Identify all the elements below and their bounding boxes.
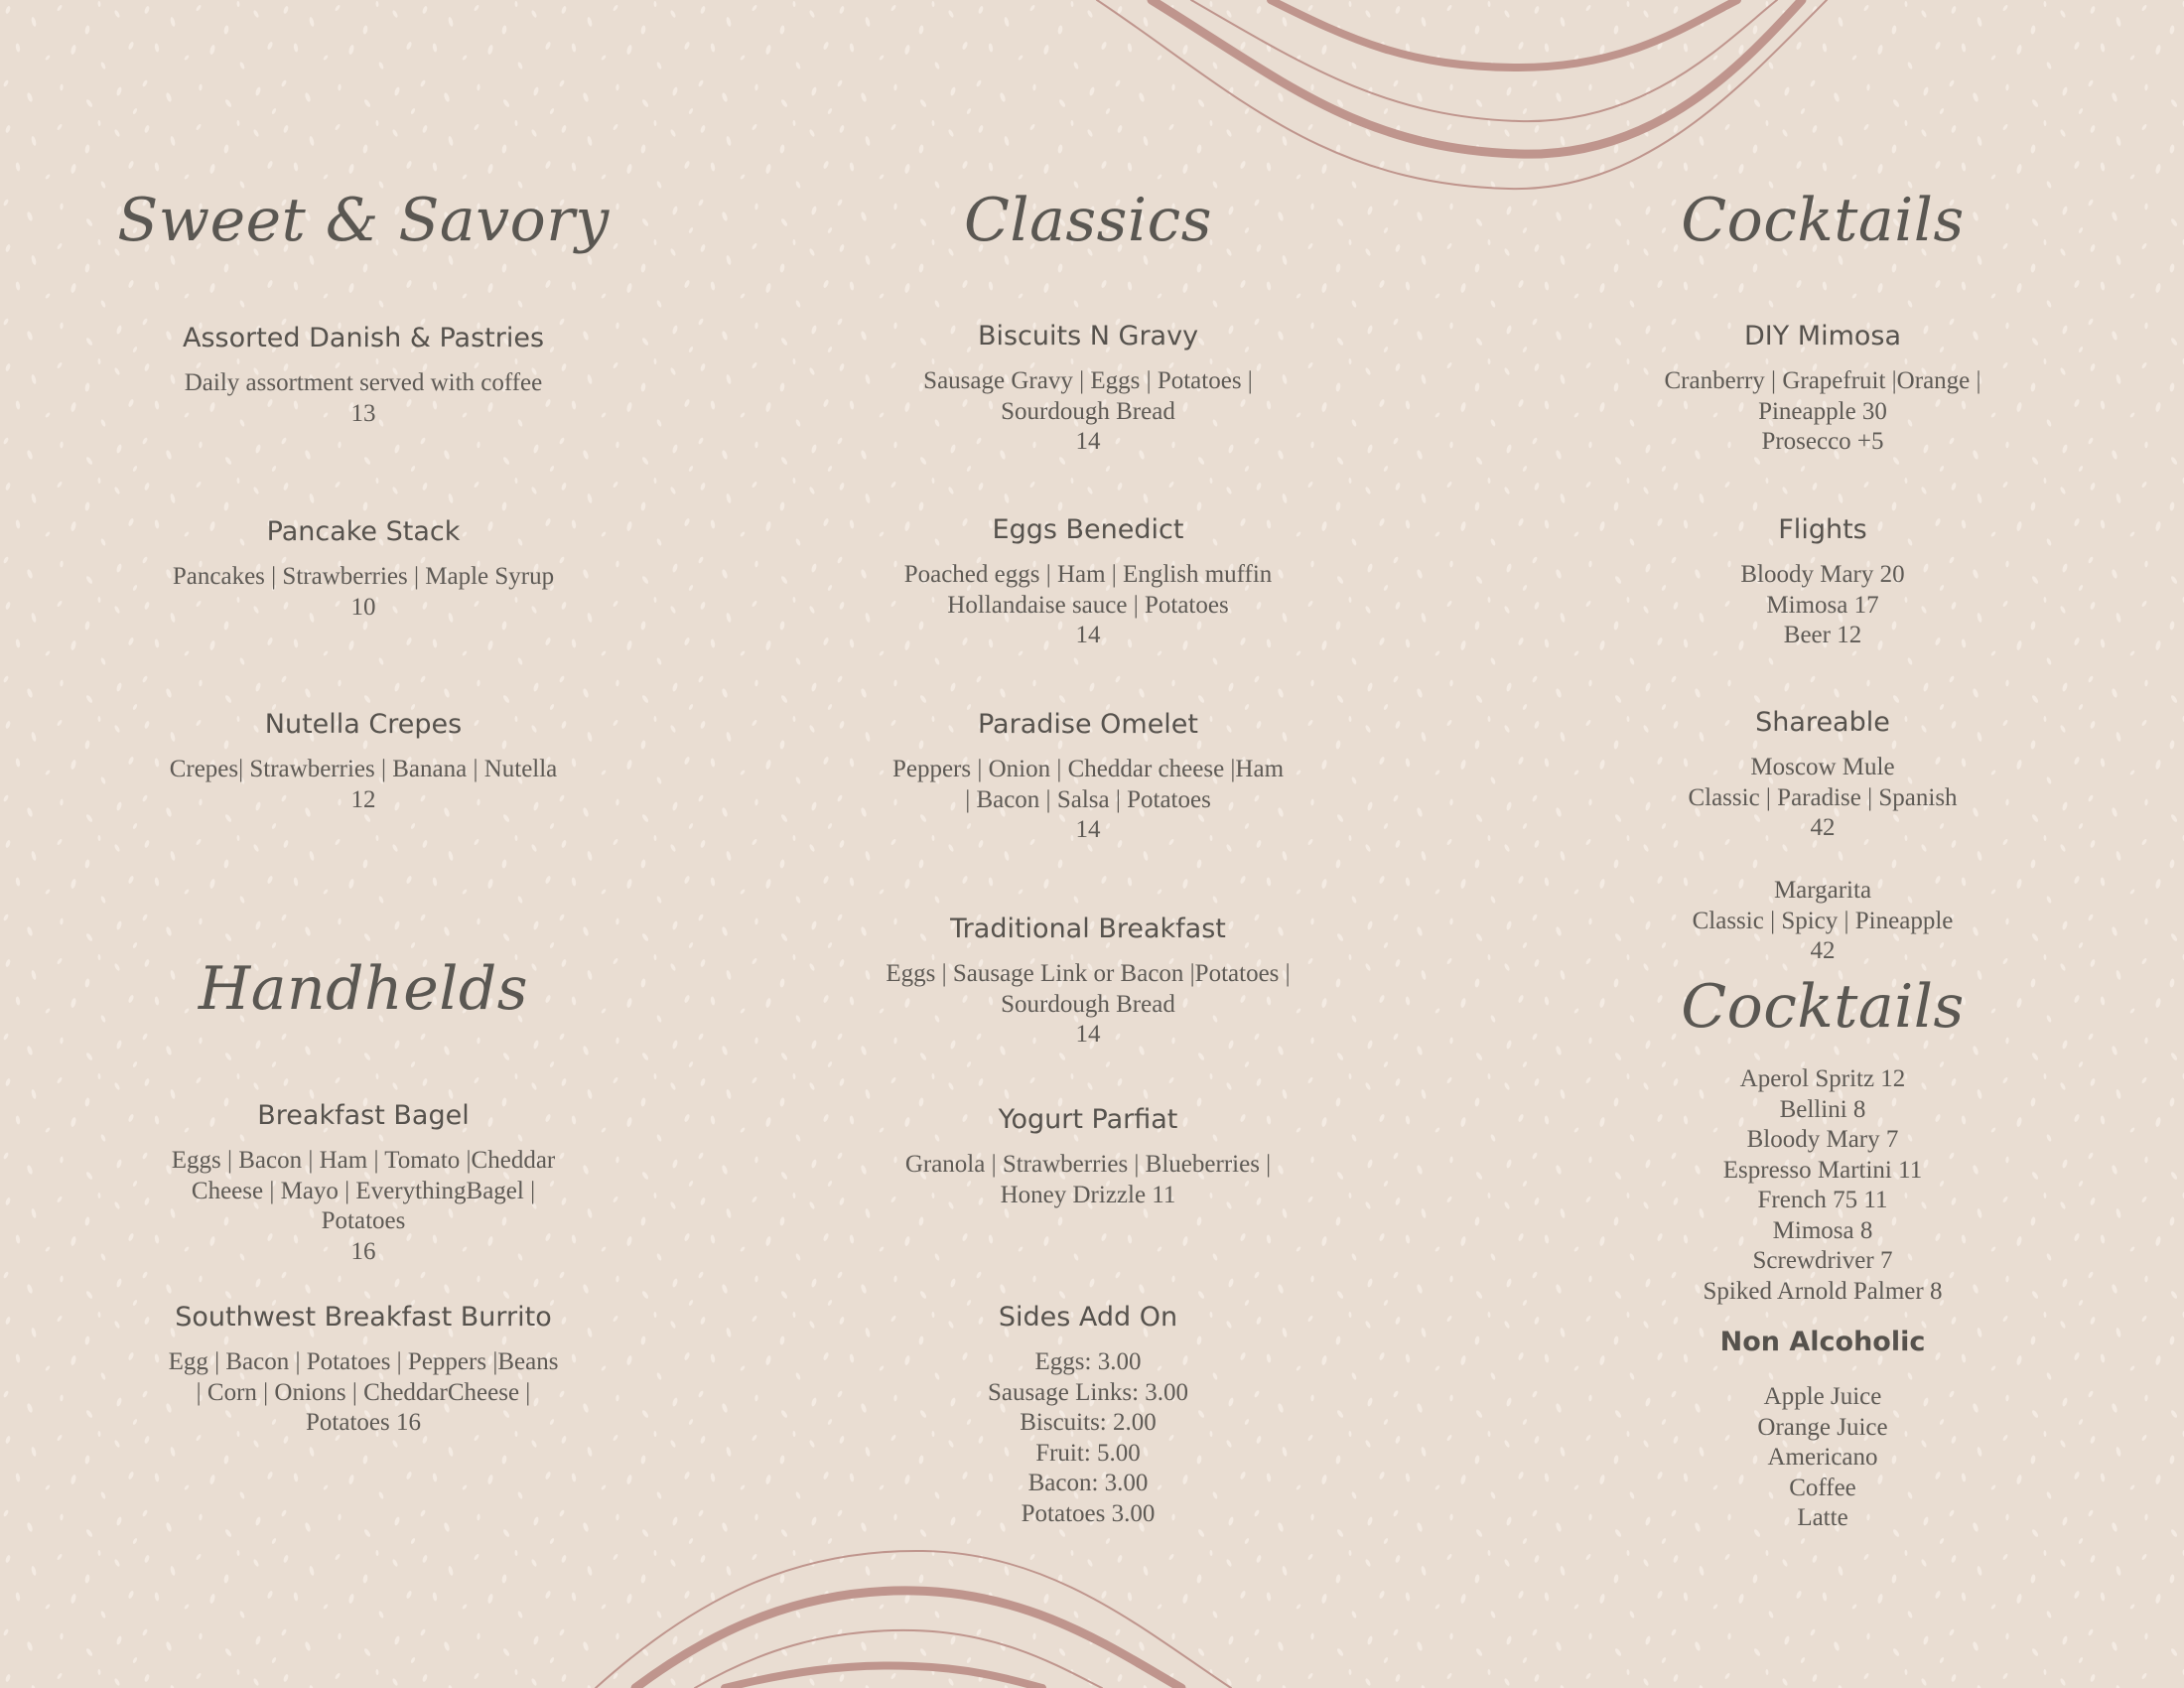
- item-desc: Classic | Spicy | Pineapple: [1692, 907, 1954, 934]
- item-desc: Honey Drizzle 11: [1000, 1181, 1176, 1208]
- list-item: Screwdriver 7: [1752, 1247, 1893, 1274]
- item-price: 14: [1075, 816, 1101, 844]
- menu-item-bagel: [89, 1100, 637, 1267]
- menu-item-flights: [1549, 514, 2097, 651]
- list-item: Coffee: [1789, 1474, 1856, 1501]
- menu-item-traditional: [814, 914, 1362, 1051]
- cocktails-2-title: Cocktails: [1681, 972, 1965, 1042]
- cocktail-list: [1549, 1064, 2097, 1307]
- item-price: 42: [1810, 814, 1836, 842]
- item-desc: Moscow Mule: [1750, 754, 1895, 781]
- item-name: Biscuits N Gravy: [977, 321, 1199, 352]
- menu-item-danish: [89, 323, 637, 429]
- menu-item-biscuits: [814, 321, 1362, 458]
- item-desc: Sausage Links: 3.00: [987, 1378, 1189, 1406]
- list-item: Bellini 8: [1779, 1095, 1866, 1123]
- item-desc: Eggs | Bacon | Ham | Tomato |Cheddar: [171, 1147, 556, 1175]
- item-name: Assorted Danish & Pastries: [182, 323, 545, 353]
- list-item: Latte: [1797, 1504, 1848, 1532]
- item-desc: Sourdough Bread: [1001, 990, 1175, 1018]
- list-item: Espresso Martini 11: [1722, 1156, 1923, 1184]
- item-name: Eggs Benedict: [992, 514, 1184, 545]
- item-name: Nutella Crepes: [264, 709, 463, 740]
- item-name: Pancake Stack: [266, 516, 461, 547]
- list-item: Spiked Arnold Palmer 8: [1703, 1277, 1943, 1305]
- item-price: 13: [350, 399, 376, 427]
- item-price: 42: [1810, 937, 1836, 964]
- menu-item-benedict: [814, 514, 1362, 651]
- menu-item-sides: [814, 1302, 1362, 1529]
- item-name: Shareable: [1755, 707, 1890, 738]
- item-price: 14: [1075, 1021, 1101, 1049]
- item-desc: Potatoes 3.00: [1021, 1499, 1156, 1527]
- list-item: Orange Juice: [1757, 1413, 1888, 1441]
- sweet-savory-title: Sweet & Savory: [117, 186, 610, 255]
- item-desc: Margarita: [1773, 877, 1872, 904]
- item-desc: Poached eggs | Ham | English muffin: [903, 561, 1273, 589]
- menu-item-crepes: [89, 709, 637, 815]
- menu-item-diy-mimosa: [1549, 321, 2097, 458]
- item-desc: Daily assortment served with coffee: [184, 369, 543, 397]
- item-desc: Beer 12: [1783, 622, 1862, 649]
- item-desc: Bloody Mary 20: [1740, 561, 1905, 589]
- handhelds-title: Handhelds: [198, 954, 529, 1024]
- item-price: 10: [350, 593, 376, 621]
- classics-title: Classics: [963, 186, 1213, 255]
- item-name: Southwest Breakfast Burrito: [175, 1302, 552, 1333]
- item-desc: Potatoes 16: [306, 1409, 421, 1437]
- item-desc: Pancakes | Strawberries | Maple Syrup: [172, 563, 555, 591]
- item-desc: Hollandaise sauce | Potatoes: [947, 591, 1229, 619]
- item-desc: Classic | Paradise | Spanish: [1688, 783, 1958, 811]
- item-desc: Egg | Bacon | Potatoes | Peppers |Beans: [168, 1348, 559, 1376]
- item-name: Breakfast Bagel: [257, 1100, 470, 1131]
- list-item: Bloody Mary 7: [1746, 1126, 1899, 1153]
- list-item: Americano: [1767, 1444, 1878, 1472]
- item-desc: Crepes| Strawberries | Banana | Nutella: [169, 756, 558, 783]
- item-price: 12: [350, 785, 376, 813]
- item-desc: Peppers | Onion | Cheddar cheese |Ham: [891, 756, 1285, 783]
- item-desc: Cranberry | Grapefruit |Orange |: [1664, 367, 1981, 395]
- item-price: 14: [1075, 428, 1101, 456]
- item-name: DIY Mimosa: [1743, 321, 1902, 352]
- item-desc: Sausage Gravy | Eggs | Potatoes |: [923, 367, 1253, 395]
- item-desc: Bacon: 3.00: [1027, 1470, 1149, 1497]
- item-price: 14: [1075, 622, 1101, 649]
- menu-item-shareable: [1549, 707, 2097, 844]
- item-price: 16: [350, 1237, 376, 1265]
- menu-item-pancake: [89, 516, 637, 623]
- list-item: French 75 11: [1757, 1187, 1888, 1213]
- non-alcoholic-section: [1549, 1327, 2097, 1534]
- item-desc: Biscuits: 2.00: [1020, 1409, 1157, 1437]
- item-desc: Potatoes: [321, 1207, 406, 1235]
- item-name: Yogurt Parfiat: [998, 1104, 1178, 1135]
- item-desc: Eggs | Sausage Link or Bacon |Potatoes |: [886, 960, 1291, 988]
- list-item: Mimosa 8: [1772, 1216, 1873, 1244]
- item-name: Traditional Breakfast: [950, 914, 1226, 944]
- cocktails-title: Cocktails: [1681, 186, 1965, 255]
- item-desc: Pineapple 30: [1758, 397, 1887, 425]
- item-name: Sides Add On: [998, 1302, 1178, 1333]
- item-desc: Granola | Strawberries | Blueberries |: [904, 1151, 1272, 1179]
- item-desc: Prosecco +5: [1761, 428, 1884, 456]
- menu-item-parfait: [814, 1104, 1362, 1210]
- menu-item-burrito: [89, 1302, 637, 1439]
- menu-item-margarita: [1549, 876, 2097, 967]
- item-name: Paradise Omelet: [977, 709, 1199, 740]
- list-item: Aperol Spritz 12: [1739, 1065, 1906, 1092]
- item-desc: Cheese | Mayo | EverythingBagel |: [191, 1177, 536, 1204]
- non-alcoholic-title: Non Alcoholic: [1719, 1327, 1926, 1357]
- item-desc: Sourdough Bread: [1001, 397, 1175, 425]
- menu-item-omelet: [814, 709, 1362, 846]
- item-name: Flights: [1778, 514, 1867, 545]
- item-desc: | Bacon | Salsa | Potatoes: [965, 785, 1211, 813]
- item-desc: Fruit: 5.00: [1035, 1439, 1141, 1467]
- item-desc: | Corn | Onions | CheddarCheese |: [196, 1378, 531, 1406]
- item-desc: Eggs: 3.00: [1034, 1348, 1142, 1376]
- list-item: Apple Juice: [1763, 1383, 1882, 1411]
- item-desc: Mimosa 17: [1766, 591, 1879, 619]
